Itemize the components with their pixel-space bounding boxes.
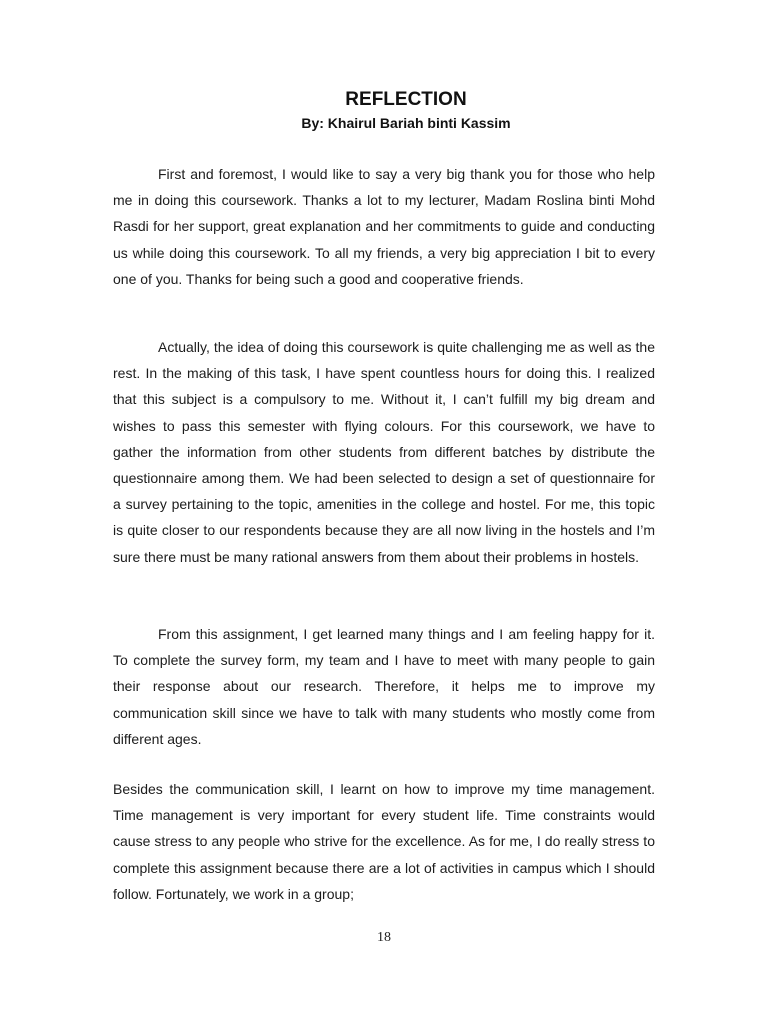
page-number: 18 <box>377 930 391 945</box>
document-title: REFLECTION <box>345 89 467 110</box>
paragraph-communication-skill: From this assignment, I get learned many things and I am feeling happy for it. To complete the survey form, my team and I have to meet with many people to gain their response about our research. Therefore, it helps me to improve my communication skill since we have to talk with many students who mostly come from different ages. <box>113 626 655 747</box>
paragraph-acknowledgement: First and foremost, I would like to say a very big thank you for those who help me in doing this coursework. Thanks a lot to my lecturer, Madam Roslina binti Mohd Rasdi for her support, great explanation and her commitments to guide and conducting us while doing this coursework. To all my friends, a very big appreciation I bit to every one of you. Thanks for being such a good and cooperative friends. <box>113 166 655 287</box>
paragraph-time-management: Besides the communication skill, I learnt on how to improve my time management. Time management is very important for every student life. Time constraints would cause stress to any people who strive for the excellence. As for me, I do really stress to complete this assignment because there are a lot of activities in campus which I should follow. Fortunately, we work in a group; <box>113 781 655 902</box>
paragraph-coursework-challenge: Actually, the idea of doing this coursework is quite challenging me as well as the rest. In the making of this task, I have spent countless hours for doing this. I realized that this subject is a compulsory to me. Without it, I can’t fulfill my big dream and wishes to pass this semester with flying colours. For this coursework, we have to gather the information from other students from different batches by distribute the questionnaire among them. We had been selected to design a set of questionnaire for a survey pertaining to the topic, amenities in the college and hostel. For me, this topic is quite closer to our respondents because they are all now living in the hostels and I’m sure there must be many rational answers from them about their problems in hostels. <box>113 339 655 565</box>
document-author: By: Khairul Bariah binti Kassim <box>301 115 511 131</box>
